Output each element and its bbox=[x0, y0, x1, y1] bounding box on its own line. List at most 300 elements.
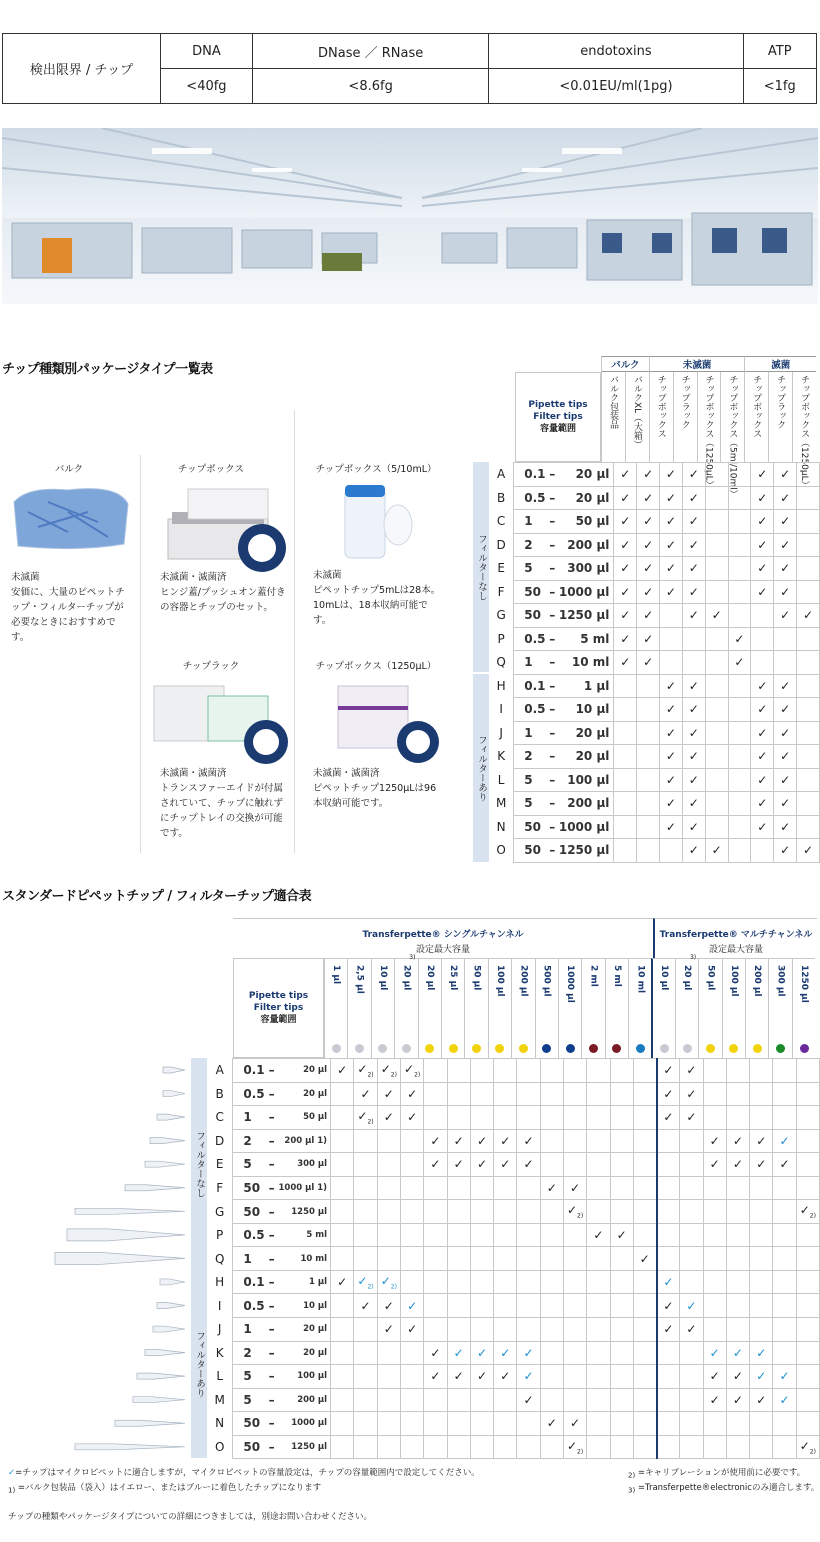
check-cell bbox=[540, 1388, 563, 1412]
table-row bbox=[489, 604, 820, 628]
range-dash: – bbox=[265, 1176, 279, 1200]
check-icon: ✓ bbox=[751, 463, 774, 487]
column-header-label: バルクXL（大箱） bbox=[631, 375, 642, 450]
range-low: 50 bbox=[233, 1200, 265, 1224]
check-icon: ✓ bbox=[751, 792, 774, 816]
column-header bbox=[394, 953, 417, 1058]
column-header-label: チップボックス bbox=[655, 375, 666, 438]
check-icon: ✓ bbox=[610, 1223, 633, 1247]
check-icon: ✓ bbox=[470, 1365, 493, 1389]
column-header-label: チップラック bbox=[679, 375, 690, 429]
check-icon: ✓ bbox=[614, 651, 637, 675]
check-icon: ✓ bbox=[774, 698, 797, 722]
check-icon: ✓ bbox=[773, 1365, 796, 1389]
range-high: 1000 µl bbox=[559, 815, 614, 839]
column-header-label: チップボックス（1250μL） bbox=[703, 375, 714, 490]
check-cell bbox=[540, 1294, 563, 1318]
check-cell bbox=[796, 1106, 819, 1130]
range-dash: – bbox=[546, 651, 559, 675]
footnote-marker: 2) bbox=[577, 1448, 584, 1456]
check-icon: ✓ bbox=[637, 580, 660, 604]
check-icon: ✓ bbox=[797, 839, 820, 863]
check-cell bbox=[540, 1129, 563, 1153]
check-cell bbox=[751, 651, 774, 675]
range-high: 20 µl bbox=[279, 1059, 331, 1083]
check-cell bbox=[540, 1365, 563, 1389]
check-cell bbox=[633, 1223, 656, 1247]
check-cell bbox=[680, 1365, 703, 1389]
check-cell bbox=[563, 1388, 586, 1412]
check-icon: ✓ bbox=[750, 1388, 773, 1412]
check-cell bbox=[424, 1388, 447, 1412]
check-icon: ✓ bbox=[682, 604, 705, 628]
check-cell bbox=[610, 1059, 633, 1083]
check-cell bbox=[773, 1412, 796, 1436]
table-row bbox=[489, 627, 820, 651]
check-icon: ✓ bbox=[774, 463, 797, 487]
check-icon: ✓ bbox=[660, 486, 683, 510]
range-low: 1 bbox=[514, 510, 546, 534]
check-icon: ✓ bbox=[517, 1365, 540, 1389]
range-dash: – bbox=[265, 1270, 279, 1294]
check-icon: $✓_{2)}$ bbox=[796, 1200, 819, 1224]
range-low: 1 bbox=[514, 651, 546, 675]
check-icon: ✓ bbox=[682, 674, 705, 698]
column-header bbox=[720, 372, 744, 499]
pipette-tip-drawing bbox=[67, 1229, 185, 1241]
range-low: 5 bbox=[514, 557, 546, 581]
range-dash: – bbox=[546, 486, 559, 510]
check-icon: ✓ bbox=[751, 580, 774, 604]
check-icon: ✓ bbox=[682, 557, 705, 581]
check-icon: ✓ bbox=[470, 1153, 493, 1177]
check-icon: ✓ bbox=[377, 1082, 400, 1106]
range-high: 100 µl bbox=[559, 768, 614, 792]
check-cell bbox=[703, 1223, 726, 1247]
row-letter: L bbox=[207, 1365, 233, 1389]
column-header-label: 10 µl bbox=[377, 965, 388, 991]
range-high: 20 µl bbox=[279, 1318, 331, 1342]
check-cell bbox=[447, 1247, 470, 1271]
footnote-marker: 2) bbox=[367, 1283, 374, 1291]
check-icon: ✓ bbox=[637, 533, 660, 557]
check-cell bbox=[796, 1270, 819, 1294]
range-low: 5 bbox=[514, 768, 546, 792]
check-cell bbox=[773, 1435, 796, 1459]
check-cell bbox=[796, 1365, 819, 1389]
check-icon: ✓ bbox=[470, 1341, 493, 1365]
check-cell bbox=[680, 1435, 703, 1459]
check-cell bbox=[773, 1106, 796, 1130]
check-cell bbox=[494, 1223, 517, 1247]
column-header bbox=[418, 958, 441, 1058]
detect-value: <1fg bbox=[743, 69, 816, 104]
check-cell bbox=[726, 1200, 749, 1224]
check-icon: ✓ bbox=[728, 651, 751, 675]
range-dash: – bbox=[546, 463, 559, 487]
check-icon: ✓ bbox=[400, 1106, 423, 1130]
check-cell bbox=[400, 1412, 423, 1436]
check-icon: ✓ bbox=[680, 1082, 703, 1106]
check-cell bbox=[354, 1153, 377, 1177]
footnote-marker: 2) bbox=[367, 1071, 374, 1079]
check-cell bbox=[751, 604, 774, 628]
check-cell bbox=[400, 1365, 423, 1389]
check-cell bbox=[610, 1270, 633, 1294]
check-icon: ✓ bbox=[774, 745, 797, 769]
check-cell bbox=[633, 1176, 656, 1200]
range-dash: – bbox=[265, 1153, 279, 1177]
range-low: 0.1 bbox=[514, 463, 546, 487]
check-cell bbox=[331, 1153, 354, 1177]
check-icon: ✓ bbox=[751, 745, 774, 769]
column-header bbox=[347, 958, 370, 1058]
check-cell bbox=[540, 1059, 563, 1083]
package-desc: 未滅菌 安価に、大量のピペットチップ・フィルターチップが必要なときにおすすめです。 bbox=[11, 572, 125, 643]
check-icon: ✓ bbox=[682, 768, 705, 792]
check-icon: ✓ bbox=[774, 792, 797, 816]
check-cell bbox=[563, 1106, 586, 1130]
range-low: 50 bbox=[514, 839, 546, 863]
check-cell bbox=[470, 1106, 493, 1130]
check-cell bbox=[660, 651, 683, 675]
check-cell bbox=[517, 1318, 540, 1342]
check-cell bbox=[796, 1059, 819, 1083]
range-dash: – bbox=[546, 580, 559, 604]
check-icon: ✓ bbox=[637, 627, 660, 651]
check-icon: ✓ bbox=[751, 557, 774, 581]
check-cell bbox=[796, 1129, 819, 1153]
range-dash: – bbox=[265, 1294, 279, 1318]
check-cell bbox=[377, 1435, 400, 1459]
column-header bbox=[792, 372, 816, 490]
check-cell bbox=[614, 768, 637, 792]
check-cell bbox=[587, 1270, 610, 1294]
check-cell bbox=[470, 1082, 493, 1106]
row-letter: D bbox=[496, 537, 506, 552]
check-icon: ✓ bbox=[774, 580, 797, 604]
check-cell bbox=[331, 1294, 354, 1318]
footnote-marker: 2) bbox=[390, 1283, 397, 1291]
check-cell bbox=[563, 1223, 586, 1247]
tip-illustrations bbox=[20, 1058, 190, 1458]
check-cell bbox=[424, 1318, 447, 1342]
row-letter: P bbox=[207, 1223, 233, 1247]
check-cell bbox=[728, 839, 751, 863]
check-icon: ✓ bbox=[660, 463, 683, 487]
check-icon: ✓ bbox=[773, 1153, 796, 1177]
check-cell bbox=[540, 1106, 563, 1130]
check-cell bbox=[494, 1294, 517, 1318]
check-cell bbox=[773, 1247, 796, 1271]
check-icon: ✓ bbox=[494, 1341, 517, 1365]
check-cell bbox=[331, 1247, 354, 1271]
check-cell bbox=[470, 1270, 493, 1294]
check-cell bbox=[680, 1176, 703, 1200]
check-cell bbox=[705, 792, 728, 816]
row-letter: E bbox=[497, 561, 505, 576]
check-icon: ✓ bbox=[331, 1270, 354, 1294]
range-dash: – bbox=[265, 1247, 279, 1271]
check-cell bbox=[773, 1176, 796, 1200]
check-cell bbox=[773, 1270, 796, 1294]
check-cell bbox=[637, 745, 660, 769]
check-cell bbox=[424, 1435, 447, 1459]
check-cell bbox=[517, 1082, 540, 1106]
check-cell bbox=[424, 1176, 447, 1200]
check-cell bbox=[703, 1200, 726, 1224]
s2-column-header bbox=[324, 953, 815, 1058]
check-icon: $✓_{2)}$ bbox=[354, 1059, 377, 1083]
check-cell bbox=[750, 1270, 773, 1294]
check-cell bbox=[728, 486, 751, 510]
bulk-bag-image bbox=[8, 482, 132, 552]
check-cell bbox=[726, 1318, 749, 1342]
check-cell bbox=[494, 1176, 517, 1200]
check-cell bbox=[660, 839, 683, 863]
check-cell bbox=[354, 1176, 377, 1200]
column-header-label: 2,5 µl bbox=[354, 965, 365, 994]
check-icon: ✓ bbox=[637, 510, 660, 534]
pipette-tip-drawing bbox=[75, 1208, 185, 1214]
table-row bbox=[207, 1223, 820, 1247]
check-cell bbox=[750, 1435, 773, 1459]
check-cell bbox=[400, 1223, 423, 1247]
check-icon: ✓ bbox=[8, 1468, 16, 1478]
check-cell bbox=[563, 1153, 586, 1177]
table-row bbox=[489, 698, 820, 722]
row-letter: N bbox=[207, 1412, 233, 1436]
check-cell bbox=[517, 1223, 540, 1247]
check-cell bbox=[633, 1129, 656, 1153]
check-cell bbox=[447, 1059, 470, 1083]
check-icon: ✓ bbox=[774, 674, 797, 698]
check-cell bbox=[331, 1129, 354, 1153]
check-cell bbox=[703, 1435, 726, 1459]
range-low: 2 bbox=[514, 533, 546, 557]
check-icon: ✓ bbox=[400, 1082, 423, 1106]
check-cell bbox=[517, 1106, 540, 1130]
check-cell bbox=[587, 1106, 610, 1130]
column-header bbox=[625, 372, 649, 462]
check-cell bbox=[494, 1059, 517, 1083]
column-header-label: 500 µl bbox=[541, 965, 552, 997]
check-cell bbox=[377, 1176, 400, 1200]
check-cell bbox=[728, 580, 751, 604]
color-dot bbox=[566, 1044, 575, 1053]
row-letter: F bbox=[497, 584, 505, 599]
check-cell bbox=[540, 1153, 563, 1177]
check-cell bbox=[587, 1247, 610, 1271]
check-cell bbox=[726, 1223, 749, 1247]
check-cell bbox=[494, 1270, 517, 1294]
check-cell bbox=[796, 1388, 819, 1412]
check-icon: ✓ bbox=[660, 557, 683, 581]
row-letter: I bbox=[207, 1294, 233, 1318]
column-header bbox=[605, 958, 628, 1058]
check-cell bbox=[331, 1082, 354, 1106]
check-icon: $✓_{2)}$ bbox=[377, 1059, 400, 1083]
check-cell bbox=[540, 1270, 563, 1294]
check-cell bbox=[494, 1200, 517, 1224]
pipette-tip-drawing bbox=[55, 1252, 185, 1264]
single-channel-header: Transferpette® シングルチャンネル 設定最大容量 bbox=[233, 918, 653, 958]
divider bbox=[294, 410, 295, 853]
range-high: 10 µl bbox=[279, 1294, 331, 1318]
range-dash: – bbox=[546, 839, 559, 863]
check-cell bbox=[470, 1200, 493, 1224]
check-cell bbox=[633, 1341, 656, 1365]
check-icon: ✓ bbox=[726, 1388, 749, 1412]
check-cell bbox=[354, 1341, 377, 1365]
detect-value: <0.01EU/ml(1pg) bbox=[489, 69, 743, 104]
check-icon: ✓ bbox=[637, 604, 660, 628]
check-cell bbox=[637, 839, 660, 863]
check-icon: ✓ bbox=[540, 1176, 563, 1200]
check-icon: ✓ bbox=[494, 1365, 517, 1389]
range-dash: – bbox=[546, 698, 559, 722]
check-cell bbox=[750, 1318, 773, 1342]
range-low: 5 bbox=[233, 1365, 265, 1389]
column-header-label: 1250 µl bbox=[799, 965, 809, 1003]
row-letter: B bbox=[207, 1082, 233, 1106]
divider bbox=[140, 455, 141, 853]
check-cell bbox=[703, 1294, 726, 1318]
check-icon: ✓ bbox=[703, 1153, 726, 1177]
check-cell bbox=[750, 1200, 773, 1224]
table-row bbox=[489, 533, 820, 557]
table-row bbox=[489, 463, 820, 487]
check-icon: ✓ bbox=[660, 510, 683, 534]
check-cell bbox=[657, 1365, 680, 1389]
check-cell bbox=[563, 1318, 586, 1342]
check-cell bbox=[750, 1223, 773, 1247]
check-icon: ✓ bbox=[660, 721, 683, 745]
check-icon: $✓_{2)}$ bbox=[354, 1270, 377, 1294]
check-cell bbox=[682, 627, 705, 651]
check-icon: ✓ bbox=[424, 1341, 447, 1365]
check-icon: ✓ bbox=[614, 627, 637, 651]
check-icon: ✓ bbox=[614, 510, 637, 534]
range-high: 1000 µl bbox=[559, 580, 614, 604]
check-cell bbox=[728, 557, 751, 581]
check-icon: ✓ bbox=[682, 815, 705, 839]
range-low: 0.1 bbox=[233, 1059, 265, 1083]
check-cell bbox=[377, 1412, 400, 1436]
check-cell bbox=[470, 1176, 493, 1200]
check-cell bbox=[726, 1059, 749, 1083]
column-header-label: 20 µl bbox=[401, 965, 412, 991]
check-cell bbox=[773, 1200, 796, 1224]
range-high: 300 µl bbox=[279, 1153, 331, 1177]
check-cell bbox=[494, 1082, 517, 1106]
footnote-4: $_{3)}$ =Transferpette®electronicのみ適合します。 bbox=[628, 1483, 820, 1495]
row-letter: G bbox=[207, 1200, 233, 1224]
check-cell bbox=[773, 1318, 796, 1342]
check-cell bbox=[587, 1318, 610, 1342]
row-letter: I bbox=[499, 702, 503, 717]
table-row bbox=[207, 1412, 820, 1436]
range-high: 200 µl bbox=[559, 533, 614, 557]
check-icon: ✓ bbox=[660, 792, 683, 816]
check-cell bbox=[563, 1365, 586, 1389]
footnote-marker: 2) bbox=[414, 1071, 421, 1079]
column-header-label: 20 µl bbox=[424, 965, 435, 991]
pipette-tip-drawing bbox=[75, 1444, 185, 1450]
range-high: 1250 µl bbox=[279, 1435, 331, 1459]
column-header bbox=[722, 958, 745, 1058]
pipette-tip-drawing bbox=[133, 1397, 185, 1403]
check-cell bbox=[680, 1247, 703, 1271]
check-icon: ✓ bbox=[726, 1129, 749, 1153]
table-row bbox=[207, 1129, 820, 1153]
check-cell bbox=[703, 1412, 726, 1436]
detect-value: <40fg bbox=[161, 69, 253, 104]
table-row bbox=[489, 557, 820, 581]
check-cell bbox=[517, 1435, 540, 1459]
pipette-tip-drawing bbox=[157, 1114, 185, 1120]
check-cell bbox=[377, 1200, 400, 1224]
row-letter: E bbox=[207, 1153, 233, 1177]
check-icon: ✓ bbox=[660, 580, 683, 604]
check-icon: ✓ bbox=[680, 1059, 703, 1083]
check-icon: ✓ bbox=[751, 768, 774, 792]
row-letter: B bbox=[497, 490, 506, 505]
check-icon: ✓ bbox=[660, 533, 683, 557]
check-cell bbox=[610, 1129, 633, 1153]
range-high: 1 µl bbox=[559, 674, 614, 698]
check-cell bbox=[633, 1412, 656, 1436]
check-cell bbox=[796, 1247, 819, 1271]
column-header bbox=[675, 953, 698, 1058]
check-cell bbox=[680, 1153, 703, 1177]
check-cell bbox=[587, 1435, 610, 1459]
check-icon: ✓ bbox=[424, 1129, 447, 1153]
check-icon: ✓ bbox=[726, 1153, 749, 1177]
row-letter: D bbox=[207, 1129, 233, 1153]
check-cell bbox=[354, 1223, 377, 1247]
check-icon: ✓ bbox=[751, 510, 774, 534]
check-icon: ✓ bbox=[614, 604, 637, 628]
check-cell bbox=[797, 510, 820, 534]
column-header bbox=[628, 958, 651, 1058]
check-cell bbox=[797, 463, 820, 487]
section2-title: スタンダードピペットチップ / フィルターチップ適合表 bbox=[2, 889, 312, 904]
check-cell bbox=[540, 1200, 563, 1224]
check-cell bbox=[610, 1435, 633, 1459]
check-cell bbox=[331, 1341, 354, 1365]
check-icon: ✓ bbox=[377, 1294, 400, 1318]
check-icon: ✓ bbox=[751, 815, 774, 839]
check-cell bbox=[633, 1106, 656, 1130]
row-letter: H bbox=[496, 678, 506, 693]
table-row bbox=[207, 1294, 820, 1318]
check-cell bbox=[680, 1270, 703, 1294]
range-high: 20 µl bbox=[279, 1082, 331, 1106]
table-row bbox=[489, 510, 820, 534]
column-header-label: 100 µl bbox=[494, 965, 505, 997]
check-cell bbox=[540, 1223, 563, 1247]
check-icon: ✓ bbox=[682, 792, 705, 816]
check-cell bbox=[470, 1388, 493, 1412]
table-row bbox=[489, 721, 820, 745]
range-low: 50 bbox=[233, 1412, 265, 1436]
range-low: 0.1 bbox=[514, 674, 546, 698]
check-icon: ✓ bbox=[660, 815, 683, 839]
check-cell bbox=[447, 1318, 470, 1342]
table-row bbox=[489, 580, 820, 604]
footnote-5: チップの種類やパッケージタイプについての詳細につきましては，別途お問い合わせください。 bbox=[8, 1512, 372, 1522]
